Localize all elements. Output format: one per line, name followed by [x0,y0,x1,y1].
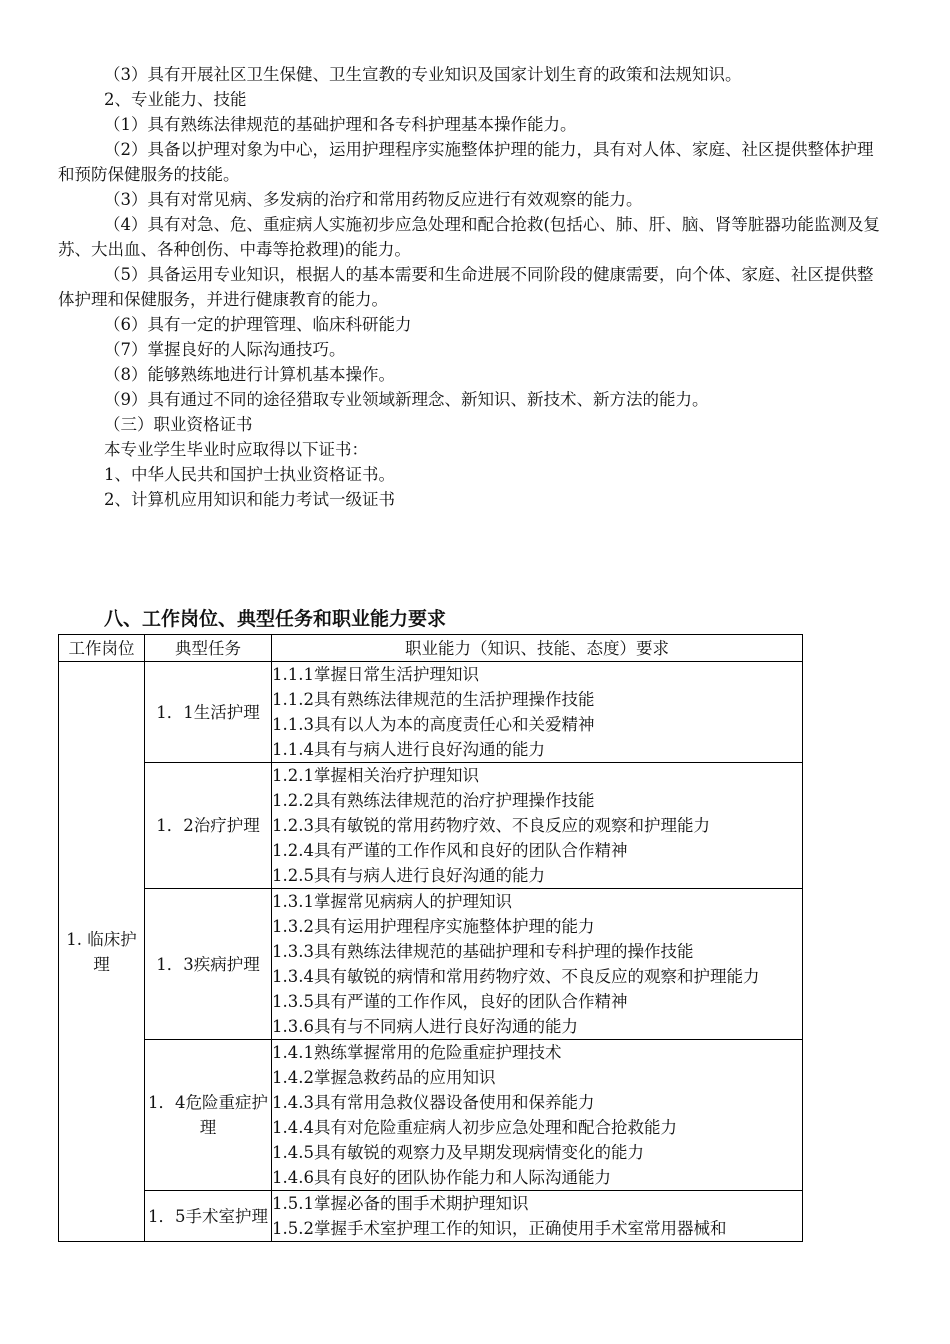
requirement-item: 1.4.1熟练掌握常用的危险重症护理技术 [272,1043,562,1062]
requirements-cell [272,889,803,1040]
table-row [59,1191,803,1242]
table-row [59,763,803,889]
requirement-item: 1.3.6具有与不同病人进行良好沟通的能力 [272,1017,578,1036]
requirement-item: 1.3.3具有熟练法律规范的基础护理和专科护理的操作技能 [272,942,694,961]
requirement-item: 1.2.1掌握相关治疗护理知识 [272,766,479,785]
task-cell: 1．4危险重症护理 [145,1040,272,1191]
requirement-item: 1.3.4具有敏锐的病情和常用药物疗效、不良反应的观察和护理能力 [272,967,760,986]
paragraph-skill-8: （8）能够熟练地进行计算机基本操作。 [104,365,395,384]
requirements-cell [272,1191,803,1242]
requirement-item: 1.2.5具有与病人进行良好沟通的能力 [272,866,545,885]
table-row [59,889,803,1040]
paragraph-skill-4: （4）具有对急、危、重症病人实施初步应急处理和配合抢救(包括心、肺、肝、脑、肾等脏器功能监测及复苏、大出血、各种创伤、中毒等抢救理)的能力。 [58,215,880,259]
paragraph-skill-6: （6）具有一定的护理管理、临床科研能力 [104,315,412,334]
requirement-item: 1.2.4具有严谨的工作作风和良好的团队合作精神 [272,841,628,860]
requirement-item: 1.3.2具有运用护理程序实施整体护理的能力 [272,917,595,936]
header-task: 典型任务 [145,635,272,662]
task-cell: 1．2治疗护理 [145,763,272,889]
requirement-item: 1.4.5具有敏锐的观察力及早期发现病情变化的能力 [272,1143,644,1162]
requirement-item: 1.3.1掌握常见病病人的护理知识 [272,892,512,911]
requirement-item: 1.2.3具有敏锐的常用药物疗效、不良反应的观察和护理能力 [272,816,710,835]
requirements-cell [272,1040,803,1191]
task-cell: 1．1生活护理 [145,662,272,763]
paragraph-certificates-heading: （三）职业资格证书 [104,415,253,434]
paragraph-professional-skills-heading: 2、专业能力、技能 [104,90,247,109]
task-cell: 1．3疾病护理 [145,889,272,1040]
paragraph-community-health-knowledge: （3）具有开展社区卫生保健、卫生宣教的专业知识及国家计划生育的政策和法规知识。 [104,65,742,84]
paragraph-skill-9: （9）具有通过不同的途径猎取专业领域新理念、新知识、新技术、新方法的能力。 [104,390,709,409]
section-title: 八、工作岗位、典型任务和职业能力要求 [104,608,447,630]
paragraph-skill-7: （7）掌握良好的人际沟通技巧。 [104,340,346,359]
paragraph-skill-2: （2）具备以护理对象为中心，运用护理程序实施整体护理的能力，具有对人体、家庭、社区提供整体护理和预防保健服务的技能。 [58,140,874,184]
requirements-cell [272,662,803,763]
requirement-item: 1.1.4具有与病人进行良好沟通的能力 [272,740,545,759]
task-cell: 1．5手术室护理 [145,1191,272,1242]
job-requirements-table [58,634,803,1242]
paragraph-certificates-intro: 本专业学生毕业时应取得以下证书： [104,440,368,459]
requirements-cell [272,763,803,889]
table-row [59,1040,803,1191]
requirement-item: 1.4.6具有良好的团队协作能力和人际沟通能力 [272,1168,611,1187]
header-post: 工作岗位 [59,635,145,662]
post-cell: 1. 临床护理 [59,662,145,1242]
requirement-item: 1.4.3具有常用急救仪器设备使用和保养能力 [272,1093,595,1112]
requirement-item: 1.1.1掌握日常生活护理知识 [272,665,479,684]
table-header-row [59,635,803,662]
paragraph-certificate-2: 2、计算机应用知识和能力考试一级证书 [104,490,395,509]
table-row [59,662,803,763]
paragraph-skill-5: （5）具备运用专业知识，根据人的基本需要和生命进展不同阶段的健康需要，向个体、家庭、社区提供整体护理和保健服务，并进行健康教育的能力。 [58,265,874,309]
paragraph-skill-3: （3）具有对常见病、多发病的治疗和常用药物反应进行有效观察的能力。 [104,190,643,209]
paragraph-certificate-1: 1、中华人民共和国护士执业资格证书。 [104,465,395,484]
requirement-item: 1.2.2具有熟练法律规范的治疗护理操作技能 [272,791,595,810]
requirement-item: 1.4.2掌握急救药品的应用知识 [272,1068,496,1087]
requirement-item: 1.3.5具有严谨的工作作风，良好的团队合作精神 [272,992,628,1011]
requirement-item: 1.1.3具有以人为本的高度责任心和关爱精神 [272,715,595,734]
requirement-item: 1.5.2掌握手术室护理工作的知识，正确使用手术室常用器械和 [272,1219,727,1238]
requirement-item: 1.4.4具有对危险重症病人初步应急处理和配合抢救能力 [272,1118,677,1137]
requirement-item: 1.5.1掌握必备的围手术期护理知识 [272,1194,529,1213]
requirement-item: 1.1.2具有熟练法律规范的生活护理操作技能 [272,690,595,709]
header-requirements: 职业能力（知识、技能、态度）要求 [272,635,803,662]
paragraph-skill-1: （1）具有熟练法律规范的基础护理和各专科护理基本操作能力。 [104,115,577,134]
